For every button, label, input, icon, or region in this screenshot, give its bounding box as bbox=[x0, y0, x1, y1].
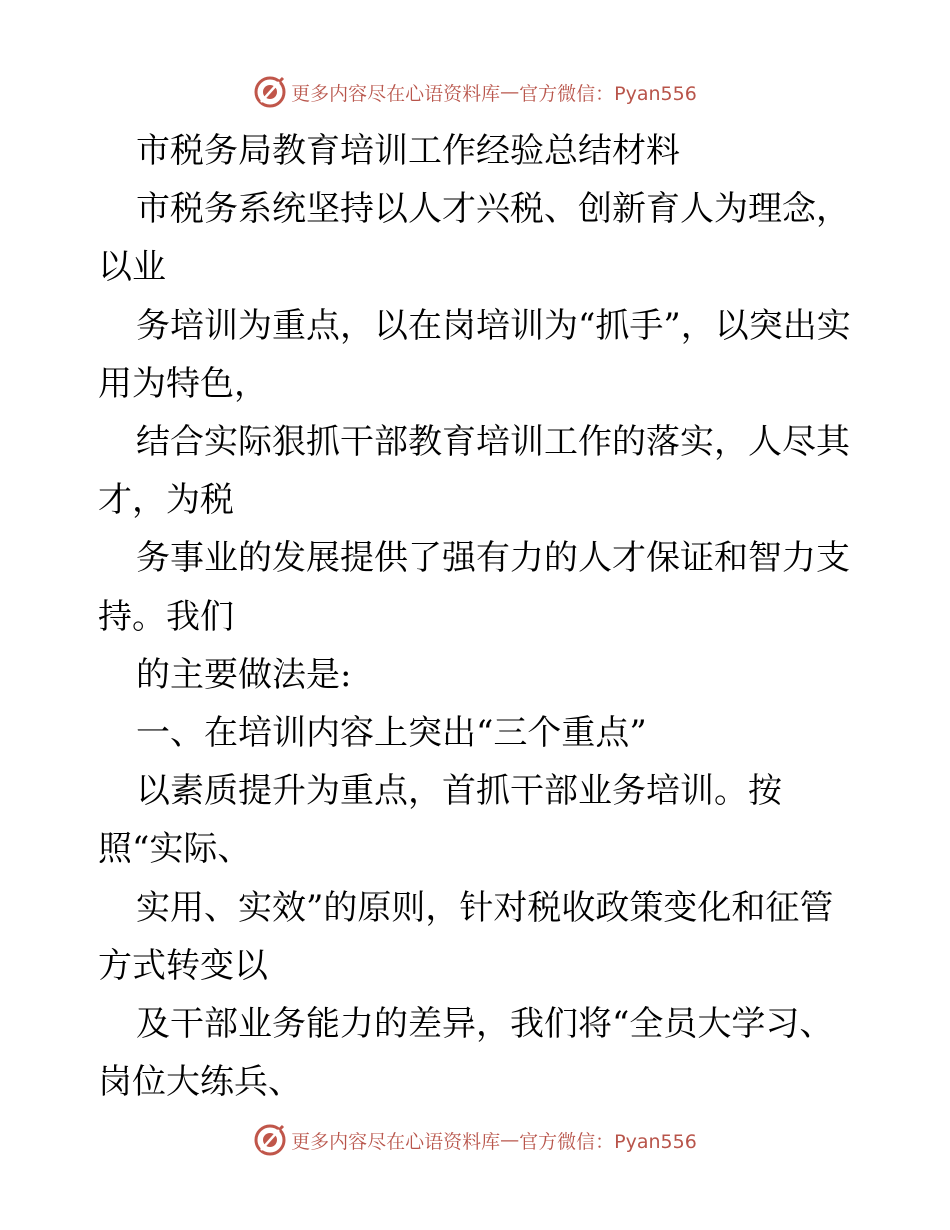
pen-logo-icon bbox=[253, 1123, 287, 1157]
banner-separator: — bbox=[500, 81, 520, 103]
header-watermark-banner bbox=[0, 72, 950, 112]
footer-watermark-banner bbox=[0, 1120, 950, 1160]
paragraph-1: 市税务系统坚持以人才兴税、创新育人为理念，以业 bbox=[98, 189, 850, 288]
banner-wechat-text: 官方微信：Pyan556 bbox=[519, 82, 697, 105]
document-body bbox=[98, 122, 858, 1111]
section-heading-1: 一、在培训内容上突出“三个重点” bbox=[136, 713, 647, 754]
document-title: 市税务局教育培训工作经验总结材料 bbox=[136, 131, 680, 171]
paragraph-4: 务事业的发展提供了强有力的人才保证和智力支持。我们 bbox=[98, 538, 850, 637]
banner-site-text: 更多内容尽在心语资料库 bbox=[291, 82, 501, 105]
paragraph-5: 的主要做法是: bbox=[136, 654, 352, 695]
paragraph-6: 以素质提升为重点，首抓干部业务培训。按照“实际、 bbox=[98, 771, 782, 870]
pen-logo-icon bbox=[253, 75, 287, 109]
paragraph-8: 及干部业务能力的差异，我们将“全员大学习、岗位大练兵、 bbox=[98, 1004, 834, 1103]
paragraph-7: 实用、实效”的原则，针对税收政策变化和征管方式转变以 bbox=[98, 887, 834, 986]
banner-wechat-text: 官方微信：Pyan556 bbox=[519, 1130, 697, 1153]
paragraph-2: 务培训为重点，以在岗培训为“抓手”，以突出实用为特色， bbox=[98, 305, 851, 404]
banner-separator: — bbox=[500, 1129, 520, 1151]
banner-site-text: 更多内容尽在心语资料库 bbox=[291, 1130, 501, 1153]
paragraph-3: 结合实际狠抓干部教育培训工作的落实，人尽其才，为税 bbox=[98, 422, 850, 521]
